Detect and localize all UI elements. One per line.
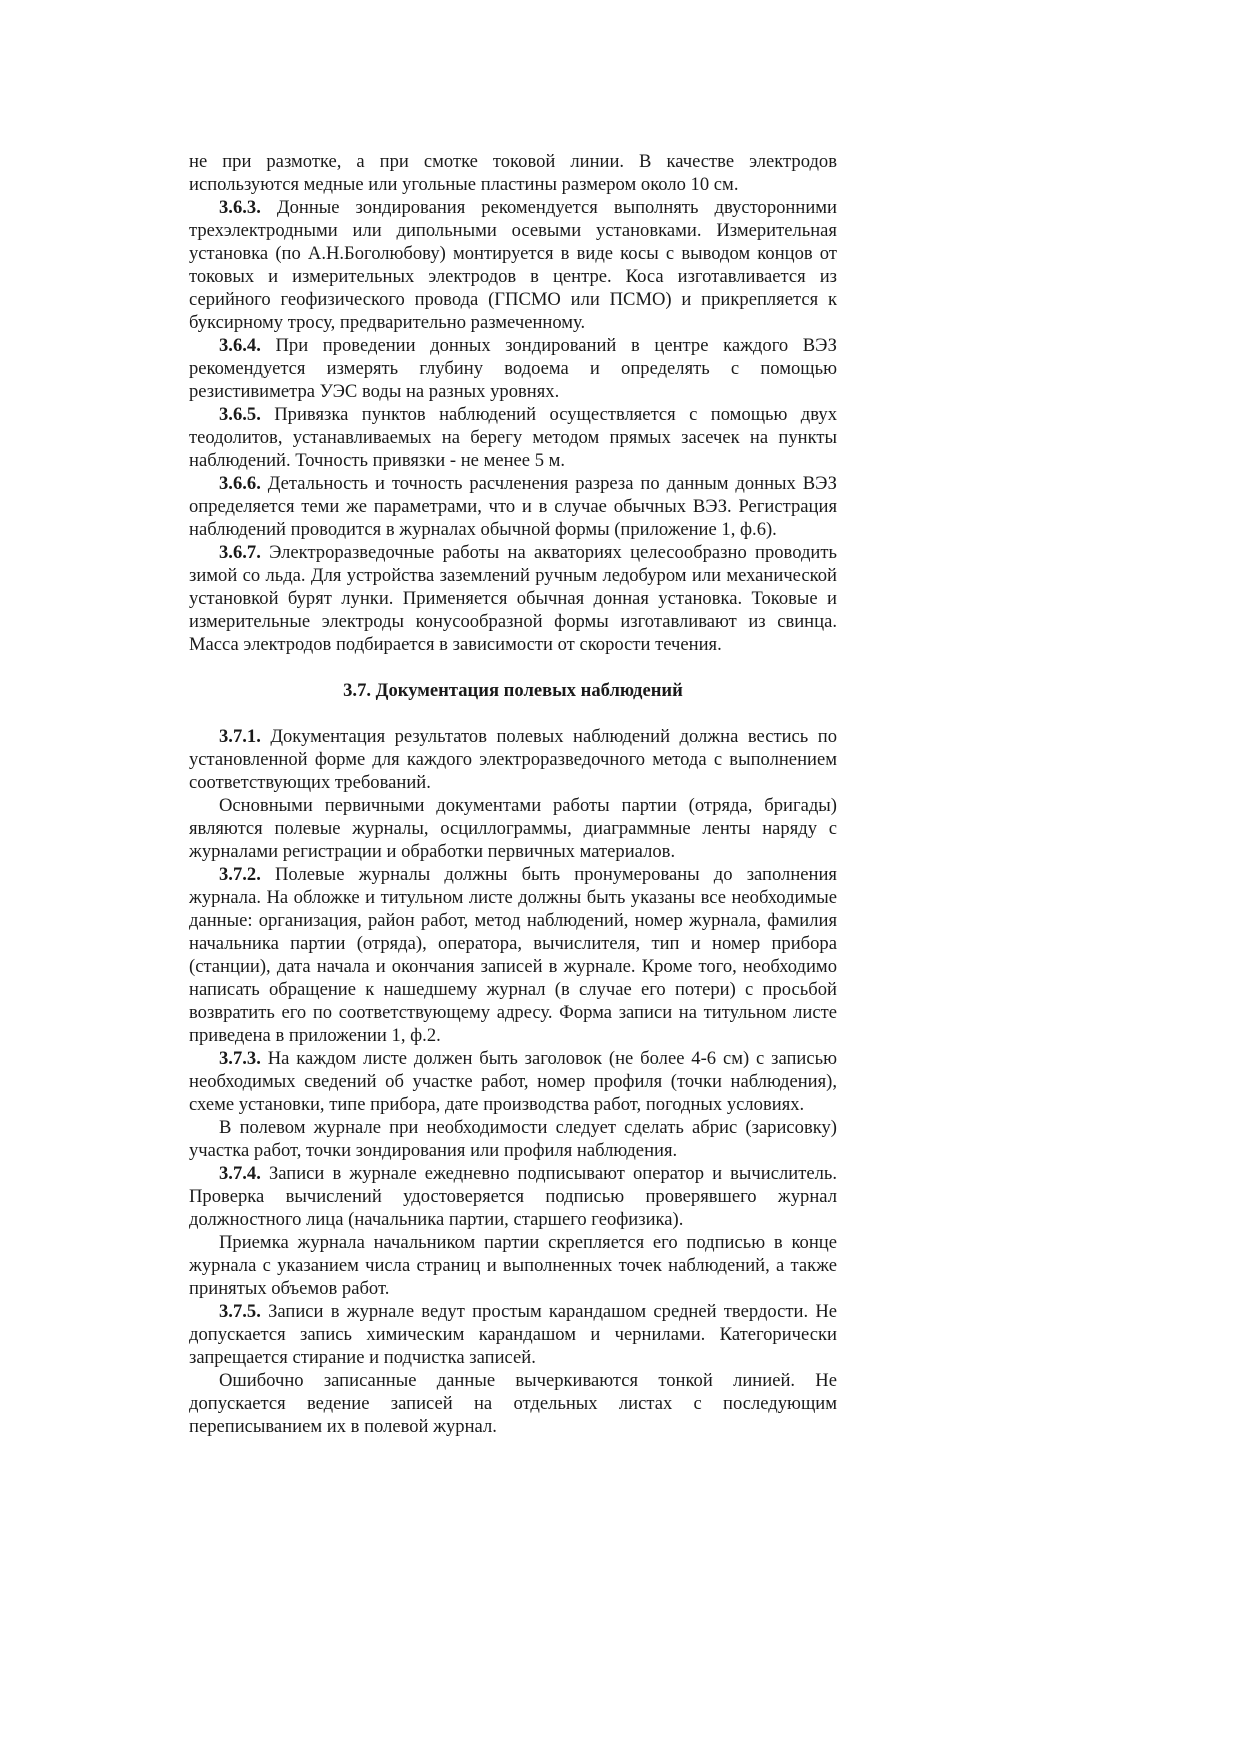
paragraph-3-7-3 bbox=[189, 1047, 837, 1116]
paragraph-3-7-4-cont bbox=[189, 1231, 837, 1300]
paragraph-text: Документация результатов полевых наблюдений должна вестись по установленной форме для каждого электроразведочного метода с выполнением соответствующих требований. bbox=[189, 726, 837, 793]
paragraph-3-7-1-cont bbox=[189, 794, 837, 863]
paragraph-text: На каждом листе должен быть заголовок (не более 4-6 см) с записью необходимых сведений об участке работ, номер профиля (точки наблюдения), схеме установки, типе прибора, дате производства работ, погодных условиях. bbox=[189, 1048, 837, 1115]
paragraph-3-6-7 bbox=[189, 541, 837, 656]
paragraph-number: 3.6.3. bbox=[219, 197, 261, 218]
paragraph-intro bbox=[189, 150, 837, 196]
paragraph-text: Электроразведочные работы на акваториях целесообразно проводить зимой со льда. Для устройства заземлений ручным ледобуром или механической установкой бурят лунки. Применяется обычная донная установка. Токовые и измерительные электроды конусообразной формы изготавливают из свинца. Масса электродов подбирается в зависимости от скорости течения. bbox=[189, 542, 837, 655]
paragraph-number: 3.7.5. bbox=[219, 1301, 261, 1322]
paragraph-number: 3.6.5. bbox=[219, 404, 261, 425]
paragraph-text: Записи в журнале ежедневно подписывают оператор и вычислитель. Проверка вычислений удостоверяется подписью проверявшего журнал должностного лица (начальника партии, старшего геофизика). bbox=[189, 1163, 837, 1230]
paragraph-text: Привязка пунктов наблюдений осуществляется с помощью двух теодолитов, устанавливаемых на берегу методом прямых засечек на пункты наблюдений. Точность привязки - не менее 5 м. bbox=[189, 404, 837, 471]
paragraph-3-6-6 bbox=[189, 472, 837, 541]
paragraph-number: 3.7.3. bbox=[219, 1048, 261, 1069]
paragraph-text: Записи в журнале ведут простым карандашом средней твердости. Не допускается запись химическим карандашом и чернилами. Категорически запрещается стирание и подчистка записей. bbox=[189, 1301, 837, 1368]
paragraph-3-6-5 bbox=[189, 403, 837, 472]
paragraph-number: 3.6.4. bbox=[219, 335, 261, 356]
paragraph-text: В полевом журнале при необходимости следует сделать абрис (зарисовку) участка работ, точки зондирования или профиля наблюдения. bbox=[189, 1117, 837, 1161]
paragraph-3-7-5 bbox=[189, 1300, 837, 1369]
document-page bbox=[189, 150, 837, 1438]
paragraph-3-7-3-cont bbox=[189, 1116, 837, 1162]
paragraph-number: 3.7.2. bbox=[219, 864, 261, 885]
paragraph-number: 3.6.6. bbox=[219, 473, 261, 494]
paragraph-3-6-3 bbox=[189, 196, 837, 334]
paragraph-3-7-5-cont bbox=[189, 1369, 837, 1438]
paragraph-text: При проведении донных зондирований в центре каждого ВЭЗ рекомендуется измерять глубину водоема и определять с помощью резистивиметра УЭС воды на разных уровнях. bbox=[189, 335, 837, 402]
paragraph-text: Полевые журналы должны быть пронумерованы до заполнения журнала. На обложке и титульном листе должны быть указаны все необходимые данные: организация, район работ, метод наблюдений, номер журнала, фамилия начальника партии (отряда), оператора, вычислителя, тип и номер прибора (станции), дата начала и окончания записей в журнале. Кроме того, необходимо написать обращение к нашедшему журнал (в случае его потери) с просьбой возвратить его по соответствующему адресу. Форма записи на титульном листе приведена в приложении 1, ф.2. bbox=[189, 864, 837, 1046]
paragraph-text: Приемка журнала начальником партии скрепляется его подписью в конце журнала с указанием числа страниц и выполненных точек наблюдений, а также принятых объемов работ. bbox=[189, 1232, 837, 1299]
paragraph-text: Ошибочно записанные данные вычеркиваются тонкой линией. Не допускается ведение записей на отдельных листах с последующим переписыванием их в полевой журнал. bbox=[189, 1370, 837, 1437]
paragraph-3-7-4 bbox=[189, 1162, 837, 1231]
paragraph-text: не при размотке, а при смотке токовой линии. В качестве электродов используются медные или угольные пластины размером около 10 см. bbox=[189, 151, 837, 195]
paragraph-text: Основными первичными документами работы партии (отряда, бригады) являются полевые журналы, осциллограммы, диаграммные ленты наряду с журналами регистрации и обработки первичных материалов. bbox=[189, 795, 837, 862]
paragraph-text: Донные зондирования рекомендуется выполнять двусторонними трехэлектродными или дипольными осевыми установками. Измерительная установка (по А.Н.Боголюбову) монтируется в виде косы с выводом концов от токовых и измерительных электродов в центре. Коса изготавливается из серийного геофизического провода (ГПСМО или ПСМО) и прикрепляется к буксирному тросу, предварительно размеченному. bbox=[189, 197, 838, 333]
paragraph-number: 3.7.4. bbox=[219, 1163, 261, 1184]
paragraph-text: Детальность и точность расчленения разреза по данным донных ВЭЗ определяется теми же параметрами, что и в случае обычных ВЭЗ. Регистрация наблюдений проводится в журналах обычной формы (приложение 1, ф.6). bbox=[189, 473, 837, 540]
section-heading: 3.7. Документация полевых наблюдений bbox=[343, 680, 683, 701]
paragraph-3-7-2 bbox=[189, 863, 837, 1047]
paragraph-number: 3.6.7. bbox=[219, 542, 261, 563]
paragraph-number: 3.7.1. bbox=[219, 726, 261, 747]
paragraph-3-7-1 bbox=[189, 725, 837, 794]
paragraph-3-6-4 bbox=[189, 334, 837, 403]
